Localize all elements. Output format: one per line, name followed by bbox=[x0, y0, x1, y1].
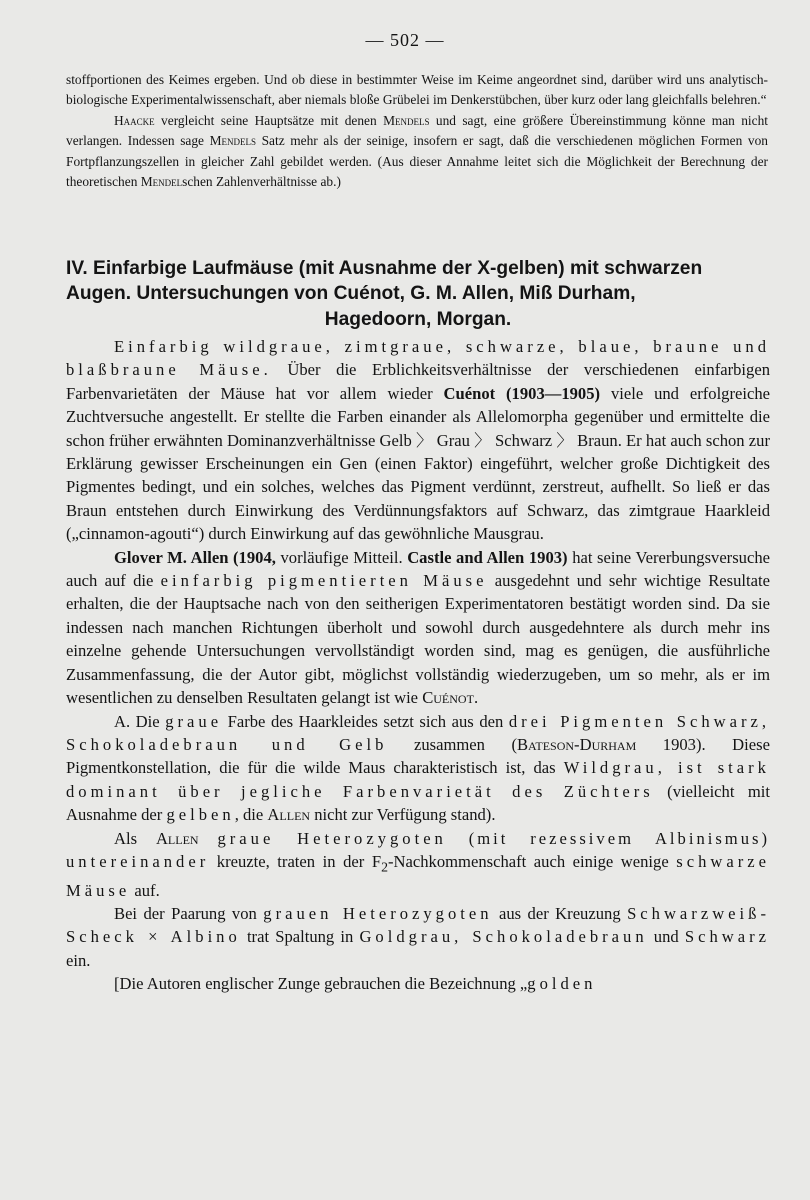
paragraph-2: Glover M. Allen (1904, vorläufige Mitteil. Castle and Allen 1903) hat seine Vererbungsversuche auch auf die einfarbig pigmentierten Mäuse ausgedehnt und sehr wichtige Resultate erhalten, die der Hauptsache nach von den seitherigen Experimentatoren bestätigt worden sind. Da sie indessen nach manchen Richtungen überholt und sowohl durch ausgedehntere als durch mehr ins einzelne gehende Untersuchungen vervollständigt worden sind, mag es genügen, die ausführliche Zusammenfassung, die der Autor gibt, möglichst vollständig wiederzugeben, um so mehr, als er im wesentlichen zu denselben Resultaten gelangt ist wie Cuénot. bbox=[66, 547, 770, 708]
intro-paragraph-2: Haacke vergleicht seine Hauptsätze mit denen Mendels und sagt, eine größere Übereinstimmung könne man nicht verlangen. Indessen sage Mendels Satz mehr als der seinige, insofern er sagt, daß die verschiedenen möglichen Formen von Fortpflanzungszellen in gleicher Zahl gebildet werden. (Aus dieser Annahme leitet sich die Möglichkeit der Berechnung der theoretischen Mendelschen Zahlenverhältnisse ab.) bbox=[66, 112, 768, 190]
paragraph-5: Bei der Paarung von grauen Heterozygoten aus der Kreuzung Schwarzweiß-Scheck × Albino trat Spaltung in Goldgrau, Schokoladebraun und Schwarz ein. bbox=[66, 904, 770, 970]
paragraph-6: [Die Autoren englischer Zunge gebrauchen die Bezeichnung „golden bbox=[114, 974, 597, 994]
paragraph-3: A. Die graue Farbe des Haarkleides setzt sich aus den drei Pigmenten Schwarz, Schokoladebraun und Gelb zusammen (Bateson-Durham 1903). Diese Pigmentkonstellation, die für die wilde Maus charakteristisch ist, das Wildgrau, ist stark dominant über jegliche Farbenvarietät des Züchters (vielleicht mit Ausnahme der gelben, die Allen nicht zur Verfügung stand). bbox=[66, 711, 770, 825]
body-text bbox=[66, 335, 770, 996]
heading-line-2: Hagedoorn, Morgan. bbox=[324, 308, 512, 330]
heading-line-1: IV. Einfarbige Laufmäuse (mit Ausnahme der X-gelben) mit schwarzen Augen. Untersuchungen von Cuénot, G. M. Allen, Miß Durham, bbox=[66, 258, 703, 305]
paragraph-4: Als Allen graue Heterozygoten (mit rezessivem Albinismus) untereinander kreuzte, traten in der $F_2$-Nachkommenschaft auch einige wenige schwarze Mäuse auf. bbox=[66, 828, 770, 900]
paragraph-1: Einfarbig wildgraue, zimtgraue, schwarze, blaue, braune und blaßbraune Mäuse. Über die Erblichkeitsverhältnisse der verschiedenen einfarbigen Farbenvarietäten der Mäuse hat vor allem wieder Cuénot (1903—1905) viele und erfolgreiche Zuchtversuche angestellt. Er stellte die Farben einander als Allelomorpha gegenüber und ermittelte die schon früher erwähnten Dominanzverhältnisse Gelb 〉 Grau 〉 Schwarz 〉 Braun. Er hat auch schon zur Erklärung gewisser Erscheinungen ein Gen (einen Faktor) eingeführt, welcher große Dichtigkeit des Pigmentes bedingt, und ein solches, welches das Pigment verdünnt, zerstreut, aufhellt. So ließ er das Braun entstehen durch Einwirkung des Verdünnungsfaktors auf Schwarz, das zimtgraue Haarkleid („cinnamon-agouti“) durch Einwirkung auf das gewöhnliche Mausgrau. bbox=[66, 337, 771, 544]
page-number: — 502 — bbox=[365, 30, 445, 50]
intro-text bbox=[66, 70, 768, 192]
intro-paragraph-1: stoffportionen des Keimes ergeben. Und ob diese in bestimmter Weise im Keime angeordnet sind, darüber wird uns analytisch-biologische Experimentalwissenschaft, aber niemals bloße Grübelei im Denkerstübchen, über kurz oder lang gleichfalls belehren.“ bbox=[66, 72, 768, 108]
section-heading bbox=[66, 256, 770, 332]
